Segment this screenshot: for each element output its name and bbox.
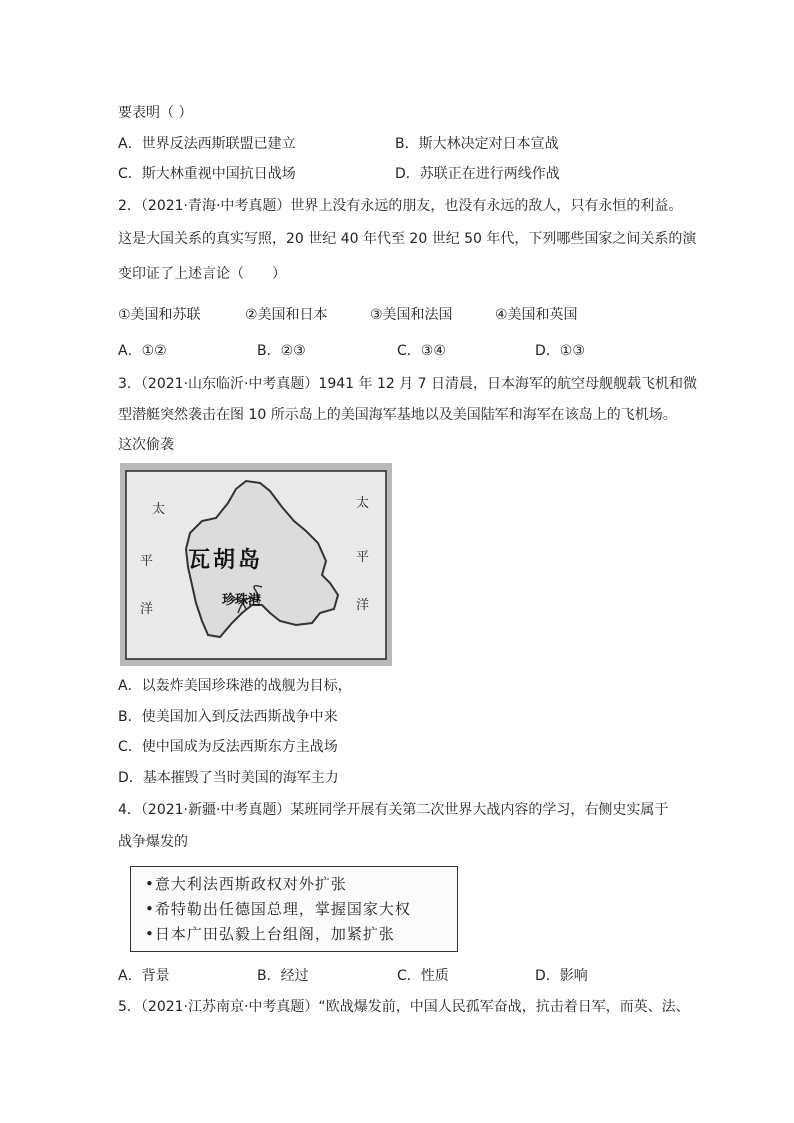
- q3-stem-line2: 型潜艇突然袭击在图 10 所示岛上的美国海军基地以及美国陆军和海军在该岛上的飞机场。: [118, 407, 677, 423]
- island-name-label: 瓦胡岛: [188, 548, 264, 573]
- q3-option-c: C．使中国成为反法西斯东方主战场: [118, 739, 338, 755]
- q4-option-d: D．影响: [535, 968, 588, 984]
- q3-stem-line3: 这次偷袭: [118, 437, 174, 453]
- q4-option-a: A．背景: [118, 968, 170, 984]
- q2-item-2: ②美国和日本: [245, 307, 328, 323]
- q2-item-1: ①美国和苏联: [118, 307, 201, 323]
- q1-option-a: A．世界反法西斯联盟已建立: [118, 136, 296, 152]
- q4-stem-line2: 战争爆发的: [118, 834, 188, 850]
- q4-fact-1: •意大利法西斯政权对外扩张: [145, 875, 347, 893]
- q4-fact-2: •希特勒出任德国总理，掌握国家大权: [145, 900, 411, 918]
- q2-option-a: A．①②: [118, 343, 167, 359]
- q4-option-b: B．经过: [257, 968, 309, 984]
- left-ocean-char-2: 平: [140, 554, 154, 569]
- q3-option-a: A．以轰炸美国珍珠港的战舰为目标，: [118, 678, 352, 694]
- q2-stem-line2: 这是大国关系的真实写照，20 世纪 40 年代至 20 世纪 50 年代，下列哪些国家之间关系的演: [118, 231, 697, 247]
- q2-option-b: B．②③: [257, 343, 306, 359]
- right-ocean-char-3: 洋: [356, 598, 370, 613]
- q2-item-3: ③美国和法国: [370, 307, 453, 323]
- q1-option-d: D．苏联正在进行两线作战: [395, 166, 560, 182]
- q2-option-c: C．③④: [397, 343, 446, 359]
- q4-stem-line1: 4．（2021·新疆·中考真题）某班同学开展有关第二次世界大战内容的学习，右侧史实属于: [118, 802, 669, 818]
- left-ocean-char-1: 太: [152, 502, 166, 517]
- right-ocean-char-2: 平: [356, 550, 370, 565]
- q1-stem-tail: 要表明（ ）: [118, 105, 193, 121]
- q4-facts-box: [130, 866, 458, 952]
- oahu-map-svg: [120, 463, 392, 666]
- left-ocean-char-3: 洋: [140, 602, 154, 617]
- q1-option-b: B．斯大林决定对日本宣战: [395, 136, 559, 152]
- q2-stem-line3: 变印证了上述言论（ ）: [118, 266, 286, 282]
- q1-option-c: C．斯大林重视中国抗日战场: [118, 166, 296, 182]
- q3-stem-line1: 3．（2021·山东临沂·中考真题）1941 年 12 月 7 日清晨，日本海军的航空母舰舰载飞机和微: [118, 376, 698, 392]
- q4-option-c: C．性质: [397, 968, 449, 984]
- q3-option-d: D．基本摧毁了当时美国的海军主力: [118, 770, 339, 786]
- right-ocean-char-1: 太: [356, 496, 370, 511]
- q2-stem-line1: 2．（2021·青海·中考真题）世界上没有永远的朋友，也没有永远的敌人，只有永恒的利益。: [118, 198, 683, 214]
- q2-item-4: ④美国和英国: [495, 307, 578, 323]
- q4-fact-3: •日本广田弘毅上台组阁，加紧扩张: [145, 925, 395, 943]
- q3-option-b: B．使美国加入到反法西斯战争中来: [118, 709, 338, 725]
- oahu-map-figure: [120, 463, 392, 666]
- q5-stem-line1: 5．（2021·江苏南京·中考真题）“欧战爆发前，中国人民孤军奋战，抗击着日军，而英、法、: [118, 999, 690, 1015]
- harbor-name-label: 珍珠港: [222, 593, 262, 608]
- q2-option-d: D．①③: [535, 343, 585, 359]
